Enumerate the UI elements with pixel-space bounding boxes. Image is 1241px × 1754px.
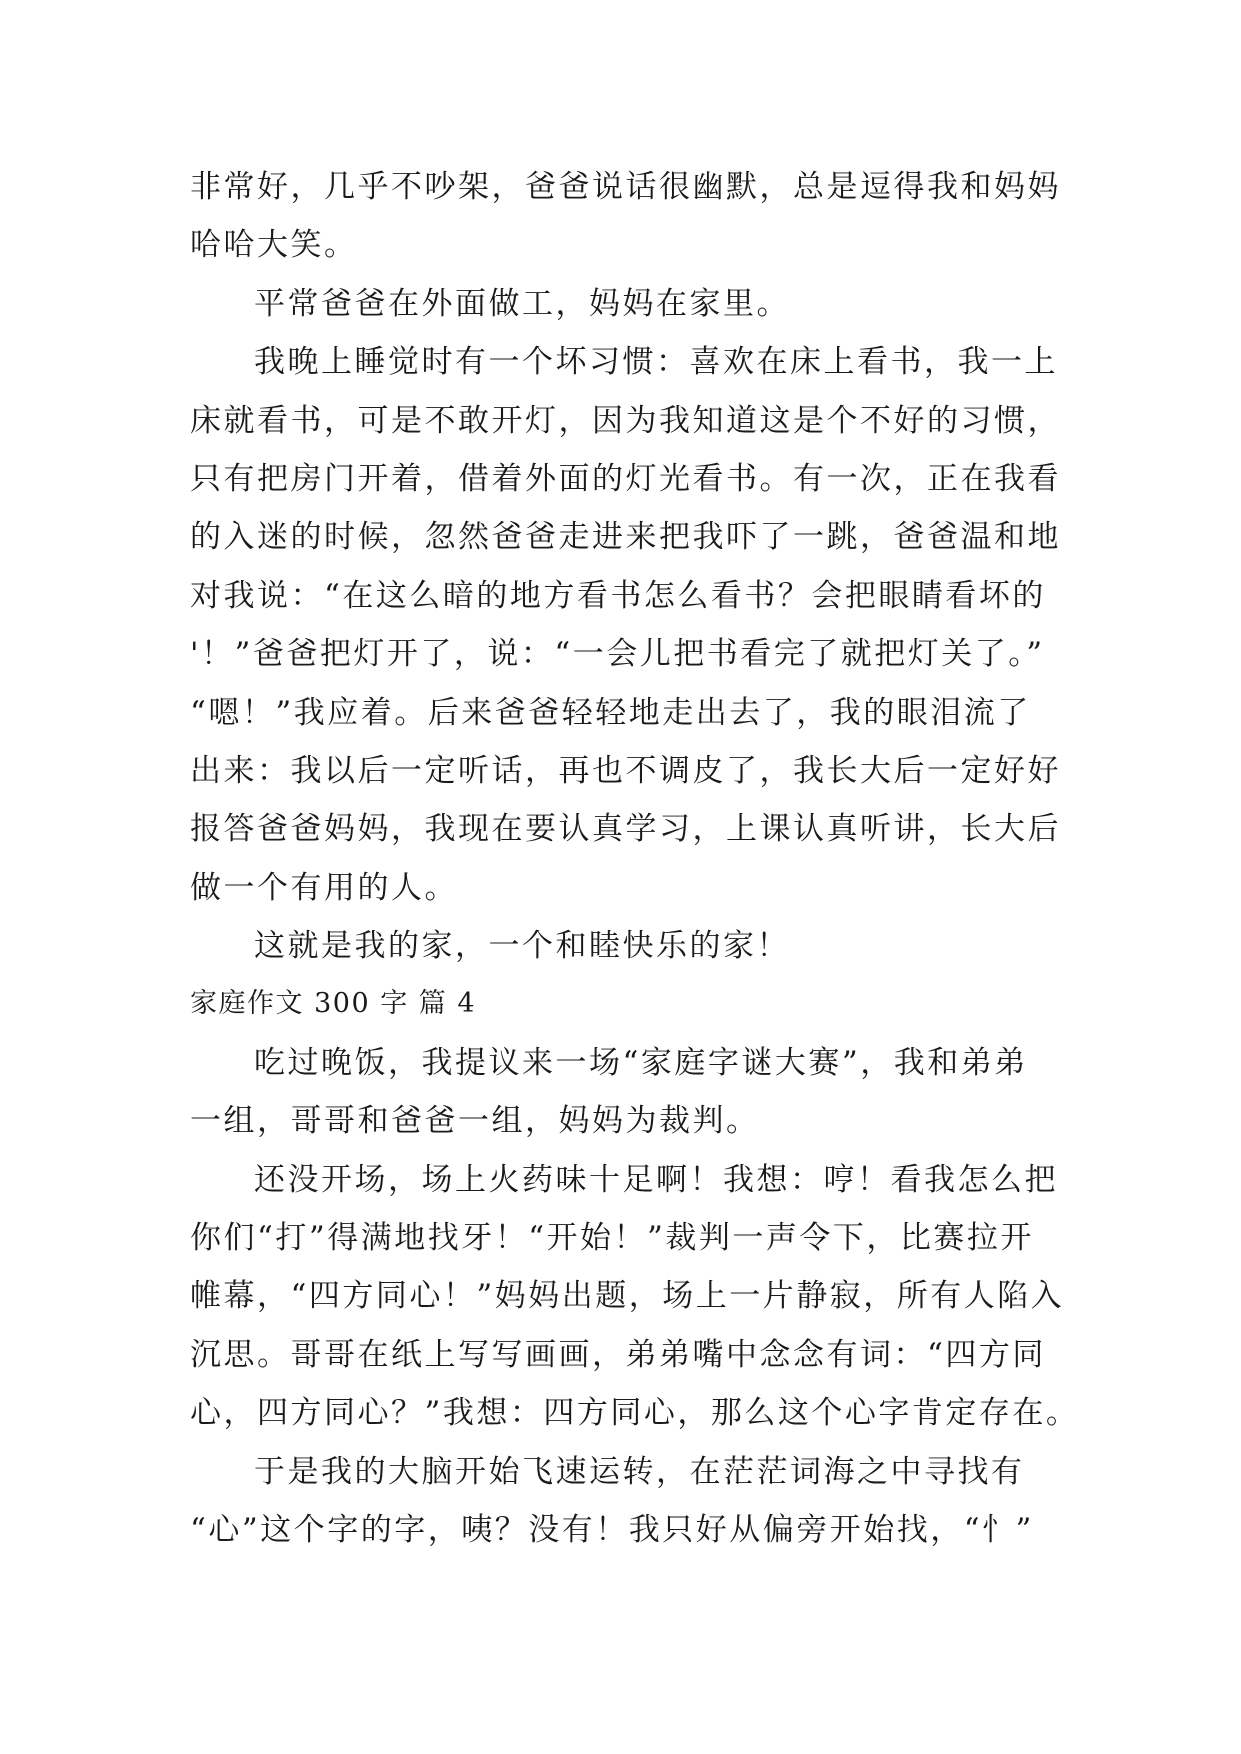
text-line: 哈哈大笑。 bbox=[190, 227, 358, 264]
text-line: 还没开场，场上火药味十足啊！我想：哼！看我怎么把 bbox=[254, 1161, 1058, 1198]
text-line: 做一个有用的人。 bbox=[190, 869, 458, 906]
text-line: “嗯！”我应着。后来爸爸轻轻地走出去了，我的眼泪流了 bbox=[190, 694, 1031, 731]
text-line: 非常好，几乎不吵架，爸爸说话很幽默，总是逗得我和妈妈 bbox=[190, 169, 1061, 205]
text-line: 沉思。哥哥在纸上写写画画，弟弟嘴中念念有词：“四方同 bbox=[190, 1336, 1046, 1373]
text-line: “心”这个字的字，咦？没有！我只好从偏旁开始找，“忄” bbox=[190, 1511, 1034, 1548]
text-line: 出来：我以后一定听话，再也不调皮了，我长大后一定好好 bbox=[190, 752, 1061, 789]
text-line: 你们“打”得满地找牙！“开始！”裁判一声令下，比赛拉开 bbox=[190, 1220, 1034, 1257]
text-line: 我晚上睡觉时有一个坏习惯：喜欢在床上看书，我一上 bbox=[254, 344, 1058, 381]
text-line: 只有把房门开着，借着外面的灯光看书。有一次，正在我看 bbox=[190, 460, 1061, 497]
text-line: 心，四方同心？”我想：四方同心，那么这个心字肯定存在。 bbox=[190, 1395, 1080, 1432]
text-line: 吃过晚饭，我提议来一场“家庭字谜大赛”，我和弟弟 bbox=[254, 1044, 1028, 1081]
text-line: 对我说：“在这么暗的地方看书怎么看书？会把眼睛看坏的 bbox=[190, 577, 1046, 614]
text-line: 床就看书，可是不敢开灯，因为我知道这是个不好的习惯， bbox=[190, 402, 1061, 439]
text-line: 于是我的大脑开始飞速运转，在茫茫词海之中寻找有 bbox=[254, 1453, 1025, 1490]
text-line: 的入迷的时候，忽然爸爸走进来把我吓了一跳，爸爸温和地 bbox=[190, 519, 1061, 556]
section-heading: 家庭作文 300 字 篇 4 bbox=[190, 988, 477, 1020]
text-line: 报答爸爸妈妈，我现在要认真学习，上课认真听讲，长大后 bbox=[190, 811, 1061, 848]
document-body bbox=[190, 158, 1080, 1559]
text-line: '！”爸爸把灯开了，说：“一会儿把书看完了就把灯关了。” bbox=[190, 636, 1045, 673]
text-line: 这就是我的家，一个和睦快乐的家！ bbox=[254, 928, 790, 965]
text-line: 帷幕，“四方同心！”妈妈出题，场上一片静寂，所有人陷入 bbox=[190, 1278, 1065, 1315]
text-line: 一组，哥哥和爸爸一组，妈妈为裁判。 bbox=[190, 1103, 760, 1140]
text-line: 平常爸爸在外面做工，妈妈在家里。 bbox=[254, 285, 790, 322]
